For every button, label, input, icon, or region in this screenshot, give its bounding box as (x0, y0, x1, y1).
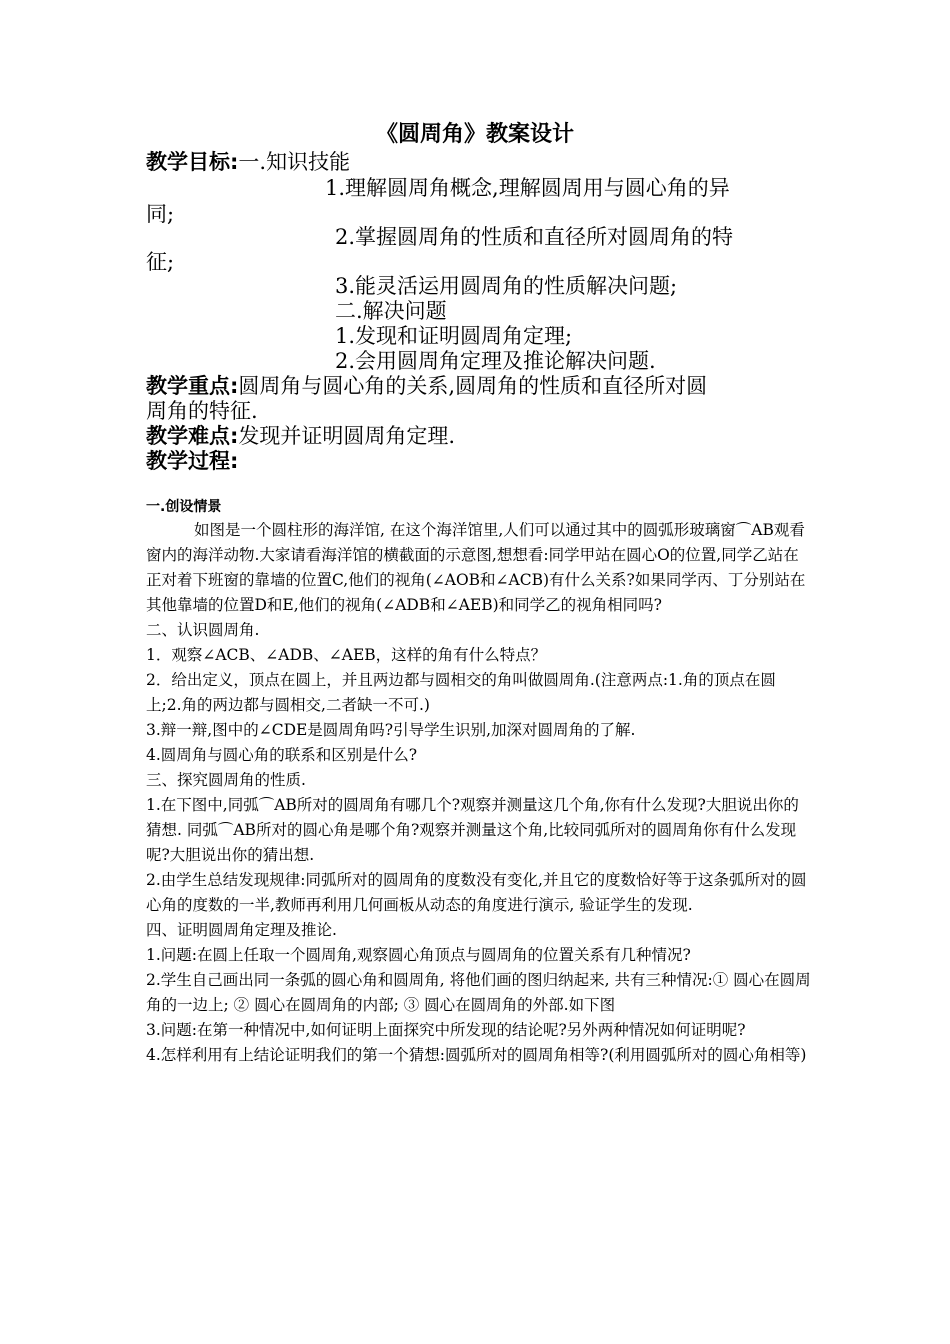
section-2-paragraph-3: 3.辩一辩,图中的∠CDE是圆周角吗?引导学生识别,加深对圆周角的了解. (146, 721, 636, 739)
process-line (146, 448, 238, 474)
section-3-paragraph-1: 1.在下图中,同弧⌒AB所对的圆周角有哪几个?观察并测量这几个角,你有什么发现?大胆说出你的猜想. 同弧⌒AB所对的圆心角是哪个角?观察并测量这个角,比较同弧所对的圆周角你有什么发现呢?大胆说出你的猜出想. (146, 796, 799, 864)
objective-item-2b: 征; (146, 250, 175, 274)
objective-item-3: 3.能灵活运用圆周角的性质解决问题; (335, 274, 678, 298)
objective-item-5: 2.会用圆周角定理及推论解决问题. (335, 349, 656, 373)
document-title: 《圆周角》教案设计 (375, 122, 574, 147)
key-points-text-a: 圆周角与圆心角的关系,圆周角的性质和直径所对圆 (238, 374, 708, 398)
section-4-paragraph-1: 1.问题:在圆上任取一个圆周角,观察圆心角顶点与圆周角的位置关系有几种情况? (146, 946, 691, 964)
section-4-heading: 四、证明圆周角定理及推论. (146, 921, 337, 939)
section-4-paragraph-4: 4.怎样利用有上结论证明我们的第一个猜想:圆弧所对的圆周角相等?(利用圆弧所对的圆心角相等) (146, 1046, 807, 1064)
document-body (146, 518, 811, 1068)
key-points-label: 教学重点: (146, 374, 239, 398)
section-1-paragraph: 如图是一个圆柱形的海洋馆, 在这个海洋馆里,人们可以通过其中的圆弧形玻璃窗⌒AB观看窗内的海洋动物.大家请看海洋馆的横截面的示意图,想想看:同学甲站在圆心O的位置,同学乙站在正对着下班窗的靠墙的位置C,他们的视角(∠AOB和∠ACB)有什么关系?如果同学丙、丁分别站在其他靠墙的位置D和E,他们的视角(∠ADB和∠AEB)和同学乙的视角相同吗? (146, 521, 806, 614)
objectives-label: 教学目标: (146, 150, 239, 174)
objective-heading-2: 二.解决问题 (335, 299, 447, 323)
difficulties-text: 发现并证明圆周角定理. (238, 424, 456, 448)
objective-item-2a: 2.掌握圆周角的性质和直径所对圆周角的特 (335, 225, 734, 249)
section-2-paragraph-2: 2．给出定义，顶点在圆上，并且两边都与圆相交的角叫做圆周角.(注意两点:1.角的顶点在圆上;2.角的两边都与圆相交,二者缺一不可.) (146, 671, 776, 714)
section-4-paragraph-2: 2.学生自己画出同一条弧的圆心角和圆周角, 将他们画的图归纳起来, 共有三种情况:① 圆心在圆周角的一边上; ② 圆心在圆周角的内部; ③ 圆心在圆周角的外部.如下图 (146, 971, 811, 1014)
key-points-line (146, 373, 707, 399)
section-2-paragraph-1: 1．观察∠ACB、∠ADB、∠AEB，这样的角有什么特点？ (146, 646, 547, 664)
difficulties-line (146, 423, 455, 449)
process-label: 教学过程: (146, 449, 239, 473)
section-2-paragraph-4: 4.圆周角与圆心角的联系和区别是什么? (146, 746, 418, 764)
section-4-paragraph-3: 3.问题:在第一种情况中,如何证明上面探究中所发现的结论呢?另外两种情况如何证明呢? (146, 1021, 746, 1039)
section-1-heading: 一.创设情景 (146, 499, 222, 515)
objectives-line (146, 149, 350, 175)
difficulties-label: 教学难点: (146, 424, 239, 448)
objective-item-1a: 1.理解圆周角概念,理解圆周用与圆心角的异 (325, 176, 730, 200)
section-3-heading: 三、探究圆周角的性质. (146, 771, 306, 789)
objective-item-4: 1.发现和证明圆周角定理; (335, 324, 573, 348)
section-2-heading: 二、认识圆周角. (146, 621, 260, 639)
objectives-heading: 一.知识技能 (238, 150, 351, 174)
objective-item-1b: 同; (146, 202, 175, 226)
section-3-paragraph-2: 2.由学生总结发现规律:同弧所对的圆周角的度数没有变化,并且它的度数恰好等于这条弧所对的圆心角的度数的一半,教师再利用几何画板从动态的角度进行演示, 验证学生的发现. (146, 871, 807, 914)
key-points-text-b: 周角的特征. (146, 399, 258, 423)
